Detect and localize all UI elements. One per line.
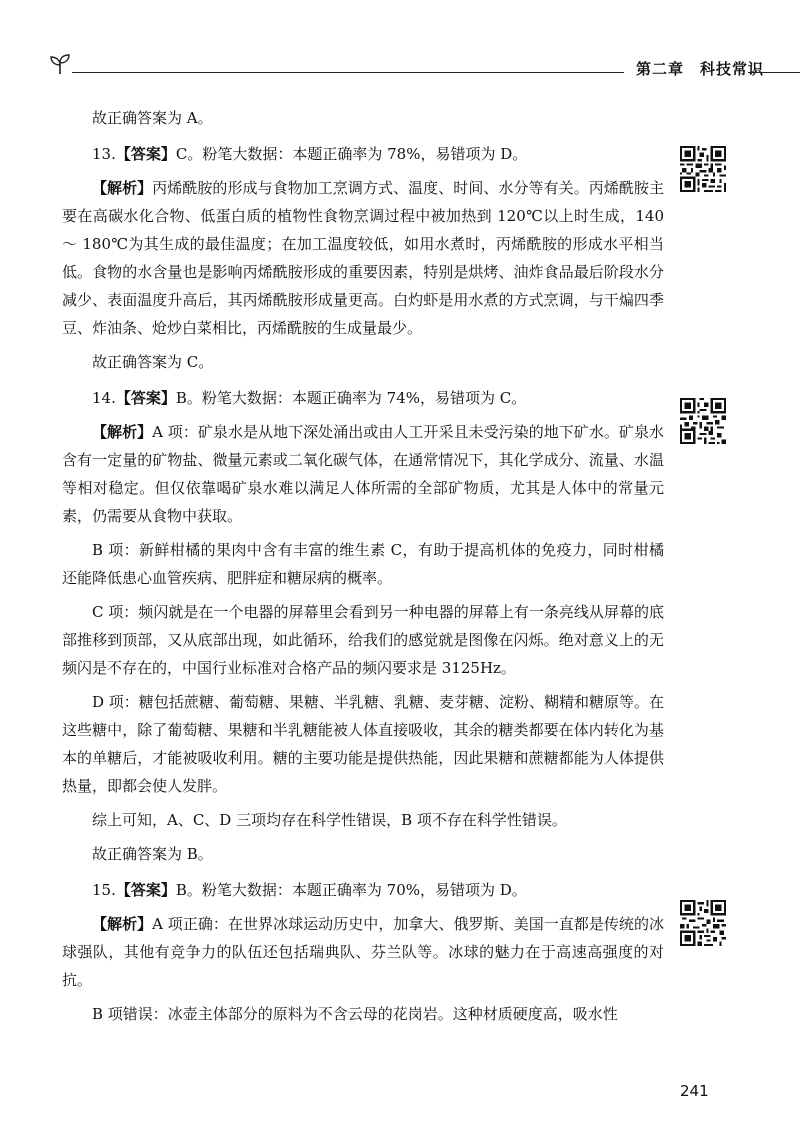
qr-code-q15[interactable] (680, 900, 726, 946)
qr-code-q13[interactable] (680, 146, 726, 192)
q14-explanation-c: C 项：频闪就是在一个电器的屏幕里会看到另一种电器的屏幕上有一条亮线从屏幕的底部推移到顶部，又从底部出现，如此循环，给我们的感觉就是图像在闪烁。绝对意义上的无频闪是不存在的，中国行业标准对合格产品的频闪要求是 3125Hz。 (62, 603, 664, 677)
q14-explanation-a (62, 418, 664, 530)
q13-conclusion: 故正确答案为 C。 (92, 353, 214, 371)
q14-explanation-b: B 项：新鲜柑橘的果肉中含有丰富的维生素 C，有助于提高机体的免疫力，同时柑橘还能降低患心血管疾病、肥胖症和糖尿病的概率。 (62, 541, 664, 587)
q14-summary: 综上可知，A、C、D 三项均存在科学性错误，B 项不存在科学性错误。 (92, 811, 567, 829)
running-header (42, 50, 800, 80)
qr-code-icon (680, 398, 726, 444)
q15-explanation-a-text: A 项正确：在世界冰球运动历史中，加拿大、俄罗斯、美国一直都是传统的冰球强队，其他有竞争力的队伍还包括瑞典队、芬兰队等。冰球的魅力在于高速高强度的对抗。 (62, 915, 664, 989)
q15-explanation-a (62, 910, 664, 994)
q14-conclusion: 故正确答案为 B。 (92, 845, 213, 863)
q13-explanation-label: 【解析】 (92, 179, 153, 197)
page-number: 241 (680, 1082, 709, 1100)
chapter-title: 第二章 科技常识 (636, 60, 765, 78)
q15-number: 15. (92, 881, 116, 899)
header-rule-right (748, 72, 800, 73)
q15-explanation-label: 【解析】 (92, 915, 153, 933)
q15-explanation-b: B 项错误：冰壶主体部分的原料为不含云母的花岗岩。这种材质硬度高，吸水性 (92, 1005, 618, 1023)
q15-answer-label: 【答案】 (115, 881, 176, 899)
qr-code-icon (680, 900, 726, 946)
q14-answer (62, 384, 664, 412)
sprout-icon (48, 52, 72, 76)
q13-answer (62, 140, 664, 168)
q14-answer-label: 【答案】 (115, 389, 176, 407)
q14-explanation-label: 【解析】 (92, 423, 153, 441)
q14-answer-text: B。粉笔大数据：本题正确率为 74%，易错项为 C。 (175, 389, 527, 407)
q14-number: 14. (92, 389, 116, 407)
header-rule-left (72, 72, 624, 73)
q13-explanation-text: 丙烯酰胺的形成与食物加工烹调方式、温度、时间、水分等有关。丙烯酰胺主要在高碳水化合物、低蛋白质的植物性食物烹调过程中被加热到 120℃以上时生成，140 ～ 180℃为其生成的最佳温度；在加工温度较低，如用水煮时，丙烯酰胺的形成水平相当低。食物的水含量也是影响丙烯酰胺形成的重要因素，特别是烘烤、油炸食品最后阶段水分减少、表面温度升高后，其丙烯酰胺形成量更高。白灼虾是用水煮的方式烹调，与干煸四季豆、炸油条、炝炒白菜相比，丙烯酰胺的生成量最少。 (62, 179, 664, 337)
qr-code-q14[interactable] (680, 398, 726, 444)
q13-number: 13. (92, 145, 116, 163)
q14-explanation-a-text: A 项：矿泉水是从地下深处涌出或由人工开采且未受污染的地下矿水。矿泉水含有一定量的矿物盐、微量元素或二氧化碳气体，在通常情况下，其化学成分、流量、水温等相对稳定。但仅依靠喝矿泉水难以满足人体所需的全部矿物质，尤其是人体中的常量元素，仍需要从食物中获取。 (62, 423, 664, 525)
q15-answer (62, 876, 664, 904)
qr-code-icon (680, 146, 726, 192)
q14-explanation-d: D 项：糖包括蔗糖、葡萄糖、果糖、半乳糖、乳糖、麦芽糖、淀粉、糊精和糖原等。在这些糖中，除了葡萄糖、果糖和半乳糖能被人体直接吸收，其余的糖类都要在体内转化为基本的单糖后，才能被吸收利用。糖的主要功能是提供热能，因此果糖和蔗糖都能为人体提供热量，即都会使人发胖。 (62, 693, 664, 795)
q13-answer-text: C。粉笔大数据：本题正确率为 78%，易错项为 D。 (175, 145, 528, 163)
q13-explanation (62, 174, 664, 342)
q15-answer-text: B。粉笔大数据：本题正确率为 70%，易错项为 D。 (175, 881, 527, 899)
q13-answer-label: 【答案】 (115, 145, 176, 163)
answer-conclusion-12: 故正确答案为 A。 (92, 109, 213, 127)
page-content (62, 104, 664, 1034)
